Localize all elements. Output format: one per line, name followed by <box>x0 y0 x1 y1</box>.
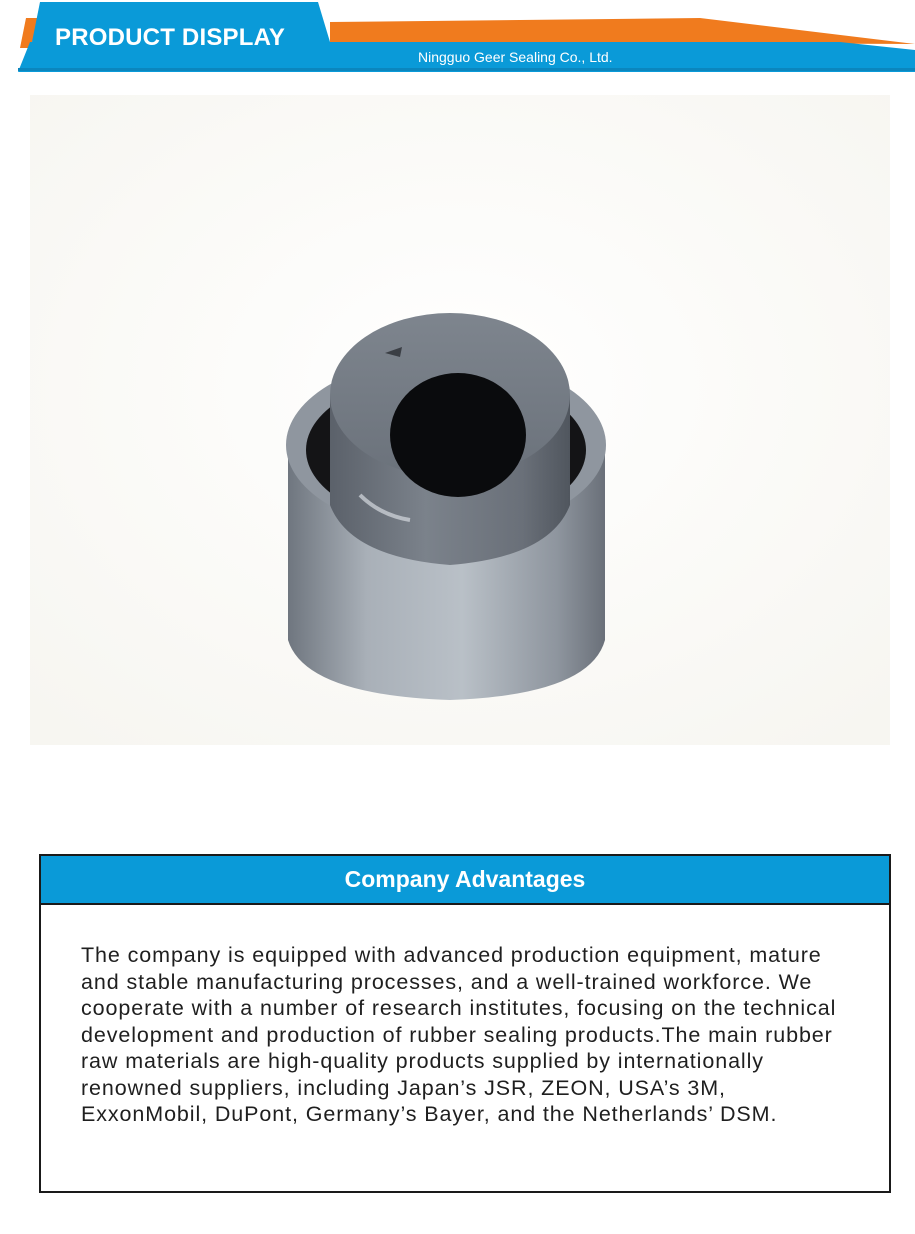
company-name: Ningguo Geer Sealing Co., Ltd. <box>418 49 613 65</box>
advantages-text: The company is equipped with advanced production equipment, mature and stable manufacturing processes, and a well-trained workforce. We cooperate with a number of research institutes, focusing on the technical development and production of rubber sealing products.The main rubber raw materials are high-quality products supplied by internationally renowned suppliers, including Japan’s JSR, ZEON, USA’s 3M, ExxonMobil, DuPont, Germany’s Bayer, and the Netherlands’ DSM. <box>81 943 837 1126</box>
advantages-title: Company Advantages <box>344 866 586 892</box>
product-photo <box>30 95 890 745</box>
company-advantages-panel <box>39 854 891 1193</box>
advantages-header <box>41 856 889 905</box>
header-banner <box>0 0 915 80</box>
rubber-bushing-photo-icon <box>30 95 890 745</box>
page-title: PRODUCT DISPLAY <box>55 24 286 51</box>
